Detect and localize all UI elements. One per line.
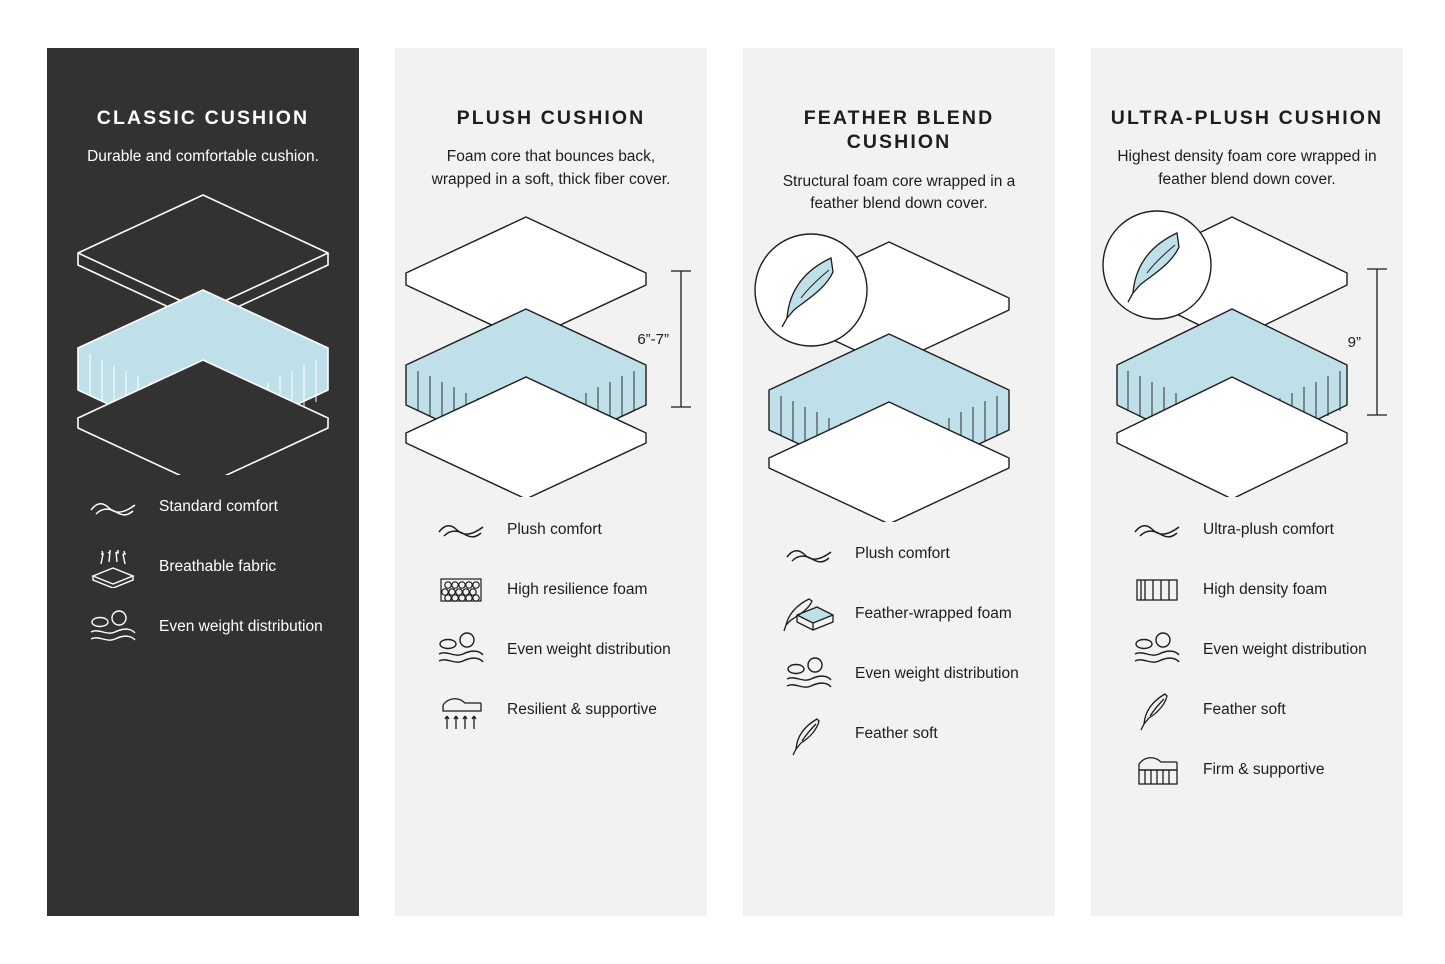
wave-icon — [433, 518, 489, 542]
list-item — [433, 687, 707, 733]
feather-wrapped-foam-icon — [781, 595, 837, 635]
list-item — [433, 627, 707, 673]
feature-label: Firm & supportive — [1203, 760, 1325, 778]
cushion-layers-diagram-wrap — [743, 232, 1055, 532]
card-title: FEATHER BLEND CUSHION — [803, 107, 995, 154]
cushion-layers-diagram-wrap — [395, 207, 707, 507]
wave-icon — [1129, 518, 1185, 542]
list-item — [781, 712, 1055, 758]
weight-distribution-icon — [85, 608, 141, 648]
list-item — [85, 605, 359, 651]
list-item — [1129, 507, 1403, 553]
feature-label: High resilience foam — [507, 580, 648, 598]
weight-distribution-icon — [433, 630, 489, 670]
feature-label: Standard comfort — [159, 498, 278, 516]
feature-label: Resilient & supportive — [507, 700, 657, 718]
card-title: PLUSH CUSHION — [456, 107, 646, 129]
feature-list — [433, 507, 707, 733]
cushion-card-ultra-plush — [1091, 48, 1403, 916]
cushion-card-plush — [395, 48, 707, 916]
feature-label: Feather-wrapped foam — [855, 605, 1012, 623]
feature-label: Feather soft — [1203, 700, 1286, 718]
feature-label: Even weight distribution — [159, 618, 323, 636]
list-item — [781, 532, 1055, 578]
card-title: CLASSIC CUSHION — [96, 107, 310, 129]
feature-list — [781, 532, 1055, 758]
feature-label: Plush comfort — [855, 545, 950, 563]
cushion-layers-diagram-wrap — [47, 185, 359, 485]
list-item — [85, 485, 359, 531]
wave-icon — [781, 543, 837, 567]
list-item — [781, 592, 1055, 638]
feather-badge — [1103, 211, 1211, 319]
list-item — [433, 507, 707, 553]
list-item — [1129, 687, 1403, 733]
card-description: Durable and comfortable cushion. — [87, 148, 319, 166]
feature-label: Even weight distribution — [1203, 640, 1367, 658]
weight-distribution-icon — [1129, 630, 1185, 670]
cushion-layers-diagram — [63, 185, 343, 475]
wave-icon — [85, 496, 141, 520]
list-item — [1129, 747, 1403, 793]
feature-label: Breathable fabric — [159, 558, 277, 576]
list-item — [433, 567, 707, 613]
list-item — [85, 545, 359, 591]
list-item — [1129, 627, 1403, 673]
cushion-card-feather-blend — [743, 48, 1055, 916]
feature-label: Feather soft — [855, 725, 938, 743]
feature-label: Even weight distribution — [507, 640, 671, 658]
feature-label: Ultra-plush comfort — [1203, 520, 1334, 538]
feather-icon — [781, 713, 837, 757]
feature-label: Even weight distribution — [855, 665, 1019, 683]
cushion-layers-diagram — [749, 232, 1049, 522]
cushion-layers-diagram-wrap — [1091, 207, 1403, 507]
cushion-card-classic — [47, 48, 359, 916]
feature-label: High density foam — [1203, 580, 1328, 598]
card-description: Foam core that bounces back, wrapped in a soft, thick fiber cover. — [431, 148, 671, 188]
firm-support-icon — [1129, 750, 1185, 790]
list-item — [781, 652, 1055, 698]
resilient-support-icon — [433, 689, 489, 731]
breathable-fabric-icon — [85, 548, 141, 588]
card-description: Highest density foam core wrapped in feather blend down cover. — [1117, 148, 1377, 188]
cushion-layers-diagram — [1097, 207, 1397, 497]
dimension-label: 6”-7” — [637, 331, 669, 349]
cushion-layers-diagram — [401, 207, 701, 497]
high-density-foam-icon — [1129, 574, 1185, 606]
dimension-label: 9” — [1347, 334, 1361, 352]
feather-badge — [755, 234, 867, 346]
honeycomb-foam-icon — [433, 571, 489, 609]
feature-label: Plush comfort — [507, 520, 602, 538]
feather-icon — [1129, 688, 1185, 732]
card-description: Structural foam core wrapped in a feather blend down cover. — [782, 172, 1016, 213]
feature-list — [85, 485, 359, 651]
card-title: ULTRA-PLUSH CUSHION — [1110, 107, 1384, 129]
weight-distribution-icon — [781, 655, 837, 695]
feature-list — [1129, 507, 1403, 793]
list-item — [1129, 567, 1403, 613]
